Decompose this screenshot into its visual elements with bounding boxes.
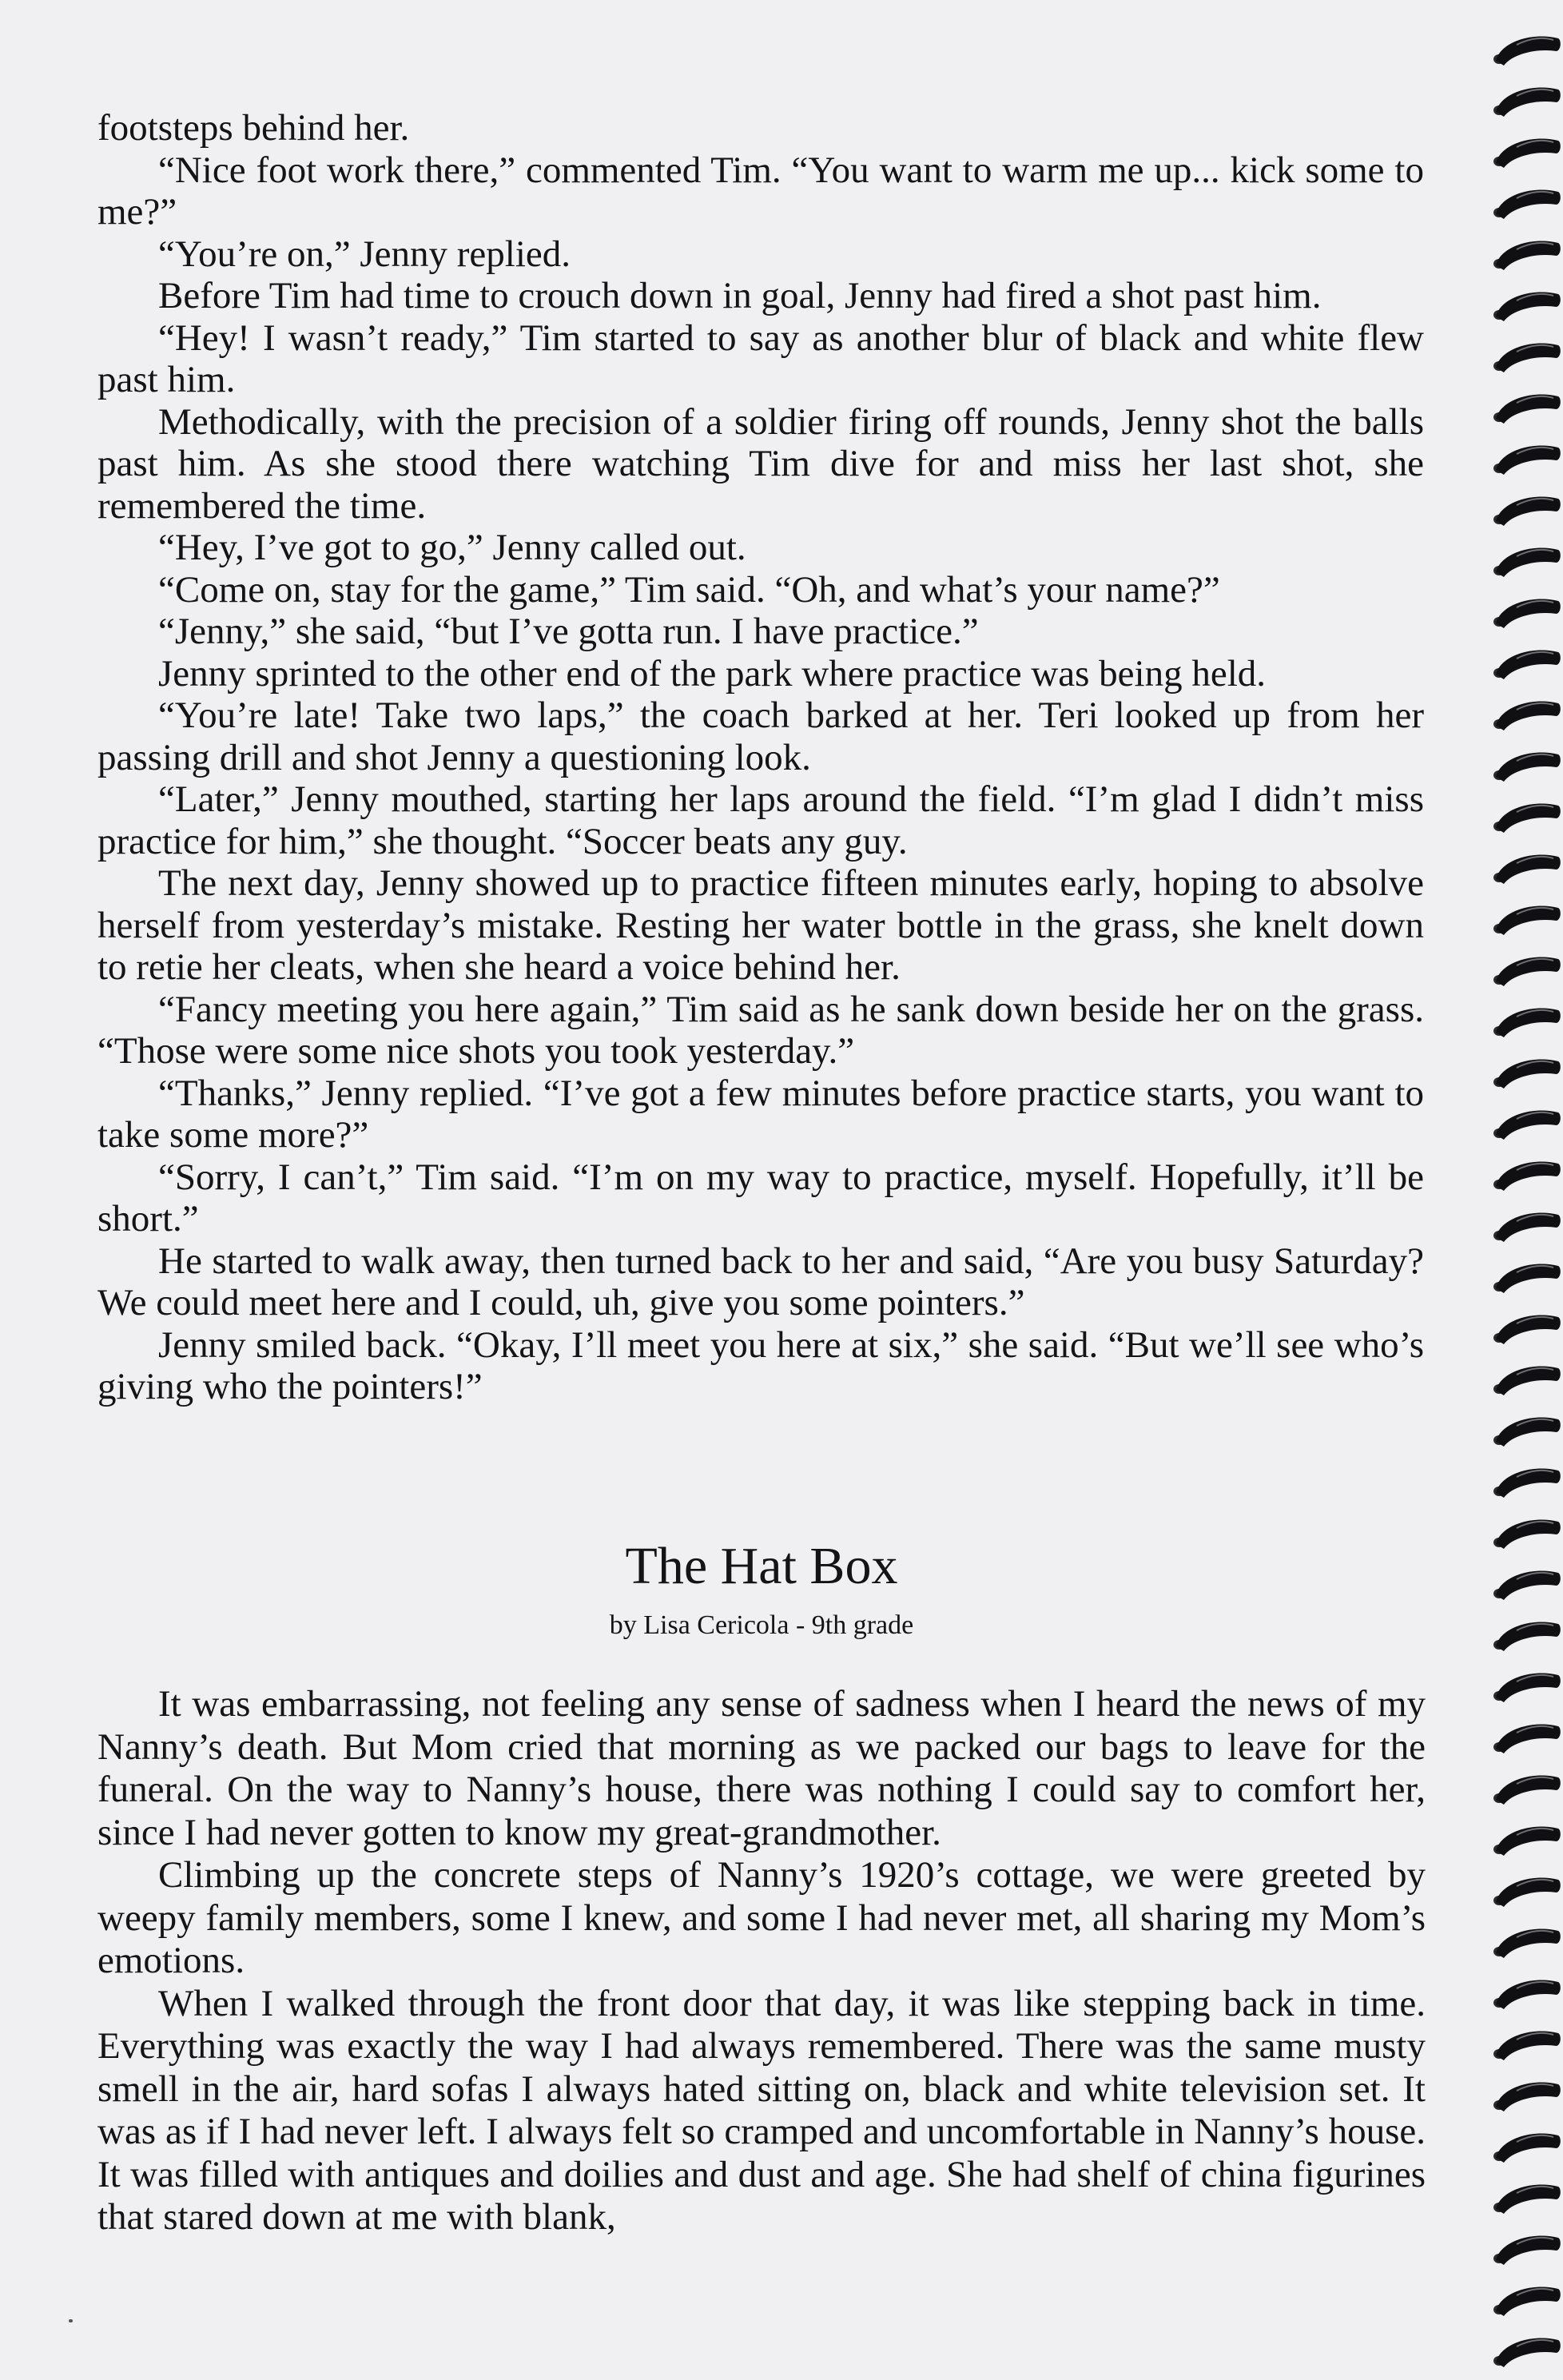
story-title: The Hat Box bbox=[625, 1537, 898, 1595]
binding-coil bbox=[1493, 1980, 1561, 2009]
binding-coil bbox=[1493, 241, 1561, 270]
paragraph: “You’re on,” Jenny replied. bbox=[158, 233, 571, 275]
paragraph: Before Tim had time to crouch down in goal, Jenny had fired a shot past him. bbox=[158, 275, 1322, 316]
binding-coil bbox=[1493, 804, 1561, 833]
binding-coil bbox=[1493, 1111, 1561, 1140]
binding-coil bbox=[1493, 1060, 1561, 1089]
binding-coil bbox=[1493, 1929, 1561, 1958]
binding-coil bbox=[1493, 1674, 1561, 1702]
paragraph: “Fancy meeting you here again,” Tim said as he sank down beside her on the grass. “Those were some nice shots you took yesterday.” bbox=[97, 988, 1424, 1072]
paragraph: It was embarrassing, not feeling any sense of sadness when I heard the news of my Nanny’s death. But Mom cried that morning as we packed our bags to leave for the funeral. On the way to Nanny’s house, there was nothing I could say to comfort her, since I had never gotten to know my great-grandmother. bbox=[97, 1683, 1426, 1853]
binding-coil bbox=[1493, 1520, 1561, 1549]
binding-coil bbox=[1493, 2134, 1561, 2163]
paragraph: “Nice foot work there,” commented Tim. “You want to warm me up... kick some to me?” bbox=[97, 149, 1424, 233]
binding-coil bbox=[1493, 139, 1561, 168]
story-hat-box-text bbox=[97, 1683, 1426, 2239]
paragraph: “Come on, stay for the game,” Tim said. “Oh, and what’s your name?” bbox=[158, 568, 1220, 611]
binding-coil bbox=[1493, 1878, 1561, 1907]
binding-coil bbox=[1493, 2083, 1561, 2111]
binding-coil bbox=[1493, 2236, 1561, 2265]
binding-coil bbox=[1493, 344, 1561, 372]
binding-coil bbox=[1493, 1213, 1561, 1242]
binding-coil bbox=[1493, 1009, 1561, 1037]
binding-coil bbox=[1493, 2338, 1561, 2367]
binding-coil bbox=[1493, 1827, 1561, 1856]
paragraph: “Jenny,” she said, “but I’ve gotta run. I have practice.” bbox=[158, 611, 979, 652]
binding-coil bbox=[1493, 446, 1561, 475]
binding-coil bbox=[1493, 1622, 1561, 1651]
binding-coil bbox=[1493, 2185, 1561, 2214]
binding-coil bbox=[1493, 2032, 1561, 2060]
binding-coil bbox=[1493, 906, 1561, 935]
binding-coil bbox=[1493, 599, 1561, 628]
paragraph: When I walked through the front door that day, it was like stepping back in time. Everything was exactly the way I had always remembered. There was the same musty smell in the air, hard sofas I always hated sitting on, black and white television set. It was as if I had never left. I always felt so cramped and uncomfortable in Nanny’s house. It was filled with antiques and doilies and dust and age. She had shelf of china figurines that stared down at me with blank, bbox=[97, 1982, 1426, 2238]
binding-coil bbox=[1493, 2287, 1561, 2316]
binding-coil bbox=[1493, 1315, 1561, 1344]
binding-coil bbox=[1493, 702, 1561, 730]
binding-coil bbox=[1493, 855, 1561, 884]
paragraph: “You’re late! Take two laps,” the coach barked at her. Teri looked up from her passing drill and shot Jenny a questioning look. bbox=[97, 694, 1424, 778]
binding-coil bbox=[1493, 497, 1561, 526]
paragraph: footsteps behind her. bbox=[97, 107, 410, 149]
story-byline: by Lisa Cericola - 9th grade bbox=[609, 1610, 914, 1640]
binding-coil bbox=[1493, 1264, 1561, 1293]
binding-coil bbox=[1493, 190, 1561, 219]
binding-coil bbox=[1493, 88, 1561, 117]
binding-coil bbox=[1493, 1367, 1561, 1395]
story-soccer-text bbox=[97, 107, 1424, 1408]
binding-coil bbox=[1493, 395, 1561, 424]
paragraph: “Thanks,” Jenny replied. “I’ve got a few minutes before practice starts, you want to take some more?” bbox=[97, 1072, 1424, 1156]
binding-coil bbox=[1493, 1162, 1561, 1191]
paragraph: “Hey! I wasn’t ready,” Tim started to say as another blur of black and white flew past him. bbox=[97, 316, 1424, 400]
paragraph: “Hey, I’ve got to go,” Jenny called out. bbox=[158, 527, 746, 568]
paragraph: Jenny sprinted to the other end of the park where practice was being held. bbox=[158, 652, 1267, 694]
binding-coil bbox=[1493, 1725, 1561, 1753]
binding-coil bbox=[1493, 293, 1561, 321]
binding-coil bbox=[1493, 957, 1561, 986]
paragraph: “Sorry, I can’t,” Tim said. “I’m on my way to practice, myself. Hopefully, it’ll be short.” bbox=[97, 1156, 1424, 1240]
paragraph: He started to walk away, then turned back to her and said, “Are you busy Saturday? We could meet here and I could, uh, give you some pointers.” bbox=[97, 1240, 1424, 1323]
page-speck bbox=[69, 2319, 73, 2322]
spiral-binding bbox=[1493, 0, 1563, 2380]
paragraph: Methodically, with the precision of a soldier firing off rounds, Jenny shot the balls past him. As she stood there watching Tim dive for and miss her last shot, she remembered the time. bbox=[97, 400, 1424, 527]
binding-coil bbox=[1493, 1571, 1561, 1600]
binding-coil bbox=[1493, 37, 1561, 66]
binding-coil bbox=[1493, 1418, 1561, 1447]
paragraph: Jenny smiled back. “Okay, I’ll meet you here at six,” she said. “But we’ll see who’s giving who the pointers!” bbox=[97, 1323, 1424, 1407]
paragraph: The next day, Jenny showed up to practice fifteen minutes early, hoping to absolve herself from yesterday’s mistake. Resting her water bottle in the grass, she knelt down to retie her cleats, when she heard a voice behind her. bbox=[97, 862, 1424, 988]
binding-coil bbox=[1493, 753, 1561, 782]
binding-coil bbox=[1493, 1469, 1561, 1498]
spiral-binding-graphic bbox=[1493, 0, 1563, 2380]
binding-coil bbox=[1493, 1776, 1561, 1805]
binding-coil bbox=[1493, 651, 1561, 679]
binding-coil bbox=[1493, 548, 1561, 577]
paragraph: “Later,” Jenny mouthed, starting her laps around the field. “I’m glad I didn’t miss practice for him,” she thought. “Soccer beats any guy. bbox=[97, 778, 1424, 862]
paragraph: Climbing up the concrete steps of Nanny’s 1920’s cottage, we were greeted by weepy family members, some I knew, and some I had never met, all sharing my Mom’s emotions. bbox=[97, 1854, 1426, 1981]
